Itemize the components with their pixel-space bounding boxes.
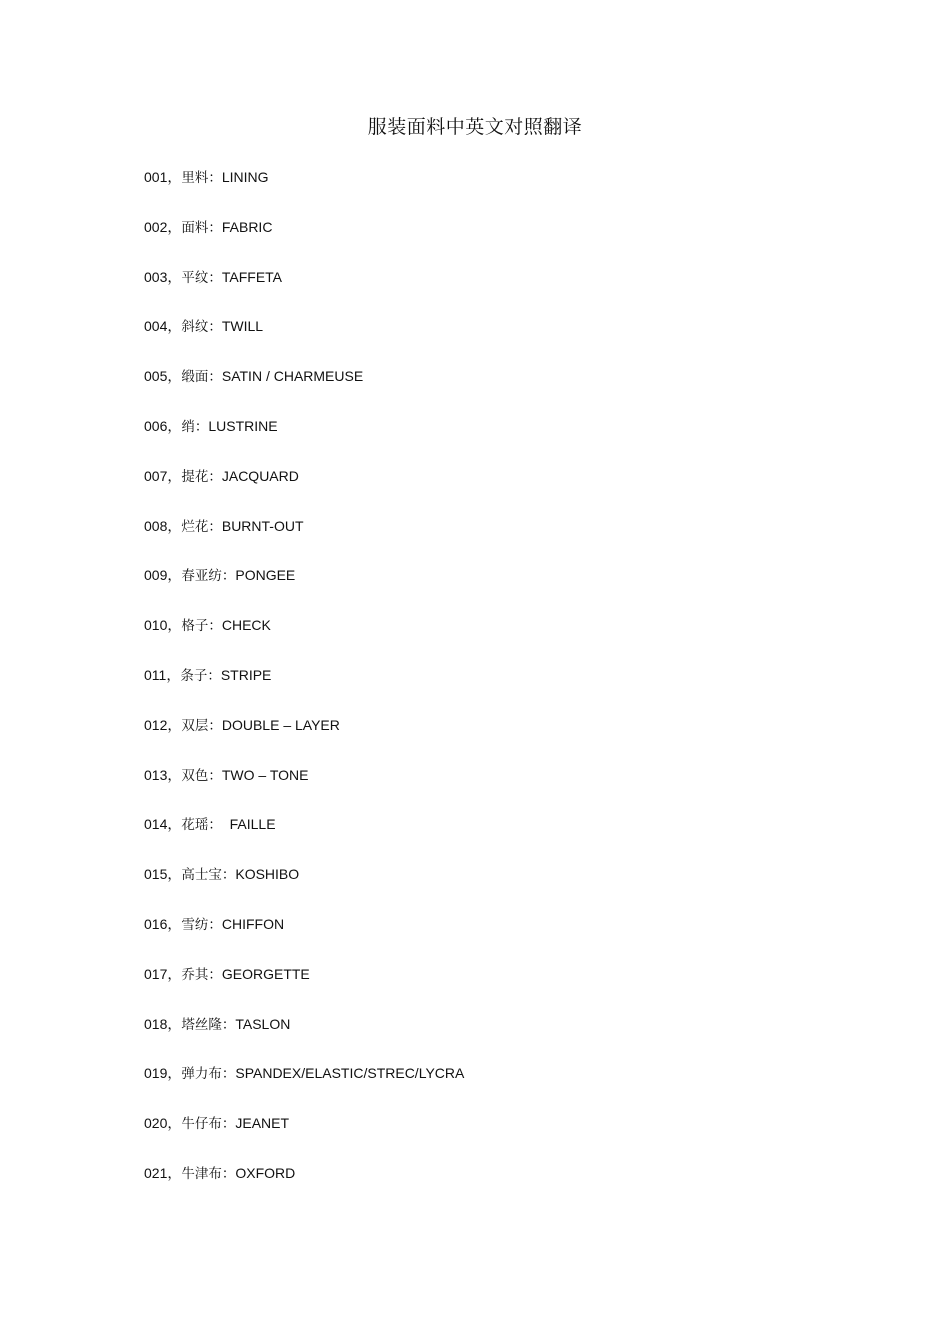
entry-chinese-term: 烂花：: [181, 518, 222, 535]
glossary-entry: [144, 1064, 464, 1114]
entry-chinese-term: 乔其：: [181, 966, 222, 983]
entry-english-term: CHECK: [221, 617, 271, 634]
glossary-entry: [144, 915, 464, 965]
glossary-entry: [144, 467, 464, 517]
glossary-entry: [144, 1015, 464, 1065]
glossary-entry: [144, 218, 464, 268]
entry-number: 011，: [144, 666, 181, 683]
entry-number: 012，: [144, 716, 182, 733]
entry-chinese-term: 花瑶：: [181, 817, 222, 834]
entry-english-term: KOSHIBO: [235, 866, 300, 883]
entry-english-term: TWILL: [221, 318, 264, 335]
entry-chinese-term: 塔丝隆：: [181, 1016, 236, 1033]
entry-english-term: OXFORD: [235, 1164, 296, 1181]
entry-english-term: LUSTRINE: [208, 417, 278, 434]
glossary-entry: [144, 566, 464, 616]
entry-chinese-term: 平纹：: [181, 269, 222, 286]
entry-number: 020，: [144, 1115, 182, 1132]
entry-number: 013，: [144, 766, 182, 783]
entry-english-term: SATIN / CHARMEUSE: [221, 368, 364, 385]
glossary-entry: [144, 865, 464, 915]
entry-number: 014，: [144, 816, 182, 833]
entry-english-term: FABRIC: [221, 218, 273, 235]
entry-number: 002，: [144, 218, 182, 235]
entry-chinese-term: 绡：: [181, 418, 209, 435]
glossary-entry: [144, 716, 464, 766]
entry-number: 010，: [144, 617, 182, 634]
glossary-entry: [144, 517, 464, 567]
entry-number: 009，: [144, 567, 182, 584]
entry-english-term: STRIPE: [220, 666, 272, 683]
entry-english-term: FAILLE: [221, 816, 276, 833]
entry-chinese-term: 提花：: [181, 468, 222, 485]
entry-number: 017，: [144, 965, 182, 982]
entry-number: 005，: [144, 368, 182, 385]
entry-chinese-term: 春亚纺：: [181, 568, 236, 585]
glossary-list: [144, 168, 464, 1214]
glossary-entry: [144, 815, 464, 865]
entry-english-term: GEORGETTE: [221, 965, 310, 982]
entry-chinese-term: 缎面：: [181, 369, 222, 386]
entry-english-term: DOUBLE – LAYER: [221, 716, 340, 733]
entry-chinese-term: 里料：: [181, 170, 222, 186]
entry-chinese-term: 牛津布：: [181, 1165, 236, 1182]
entry-english-term: TASLON: [235, 1015, 291, 1032]
glossary-entry: [144, 666, 464, 716]
entry-number: 004，: [144, 318, 182, 335]
entry-chinese-term: 面料：: [181, 219, 222, 236]
entry-english-term: PONGEE: [235, 567, 296, 584]
glossary-entry: [144, 1114, 464, 1164]
entry-number: 001，: [144, 169, 182, 185]
entry-chinese-term: 牛仔布：: [181, 1116, 236, 1133]
glossary-entry: [144, 1164, 464, 1214]
entry-chinese-term: 条子：: [180, 667, 221, 684]
entry-chinese-term: 雪纺：: [181, 916, 222, 933]
entry-chinese-term: 双层：: [181, 717, 222, 734]
entry-english-term: BURNT-OUT: [221, 517, 304, 534]
entry-number: 008，: [144, 517, 182, 534]
entry-english-term: JACQUARD: [221, 467, 299, 484]
entry-number: 003，: [144, 268, 182, 285]
entry-number: 021，: [144, 1164, 182, 1181]
entry-english-term: JEANET: [235, 1115, 290, 1132]
entry-chinese-term: 斜纹：: [181, 319, 222, 336]
document-title: 服装面料中英文对照翻译: [367, 116, 583, 138]
entry-chinese-term: 格子：: [181, 618, 222, 635]
entry-english-term: TAFFETA: [221, 268, 283, 285]
entry-chinese-term: 弹力布：: [181, 1066, 236, 1083]
entry-english-term: LINING: [221, 169, 269, 185]
entry-number: 019，: [144, 1065, 182, 1082]
glossary-entry: [144, 766, 464, 816]
glossary-entry: [144, 616, 464, 666]
entry-number: 015，: [144, 866, 182, 883]
glossary-entry: [144, 417, 464, 467]
entry-english-term: CHIFFON: [221, 915, 285, 932]
entry-number: 016，: [144, 915, 182, 932]
entry-chinese-term: 高士宝：: [181, 867, 236, 884]
glossary-entry: [144, 168, 464, 218]
glossary-entry: [144, 965, 464, 1015]
glossary-entry: [144, 317, 464, 367]
entry-number: 006，: [144, 417, 182, 434]
entry-chinese-term: 双色：: [181, 767, 222, 784]
entry-number: 018，: [144, 1015, 182, 1032]
entry-english-term: SPANDEX/ELASTIC/STREC/LYCRA: [235, 1065, 465, 1082]
entry-number: 007，: [144, 467, 182, 484]
entry-english-term: TWO – TONE: [221, 766, 309, 783]
glossary-entry: [144, 268, 464, 318]
glossary-entry: [144, 367, 464, 417]
